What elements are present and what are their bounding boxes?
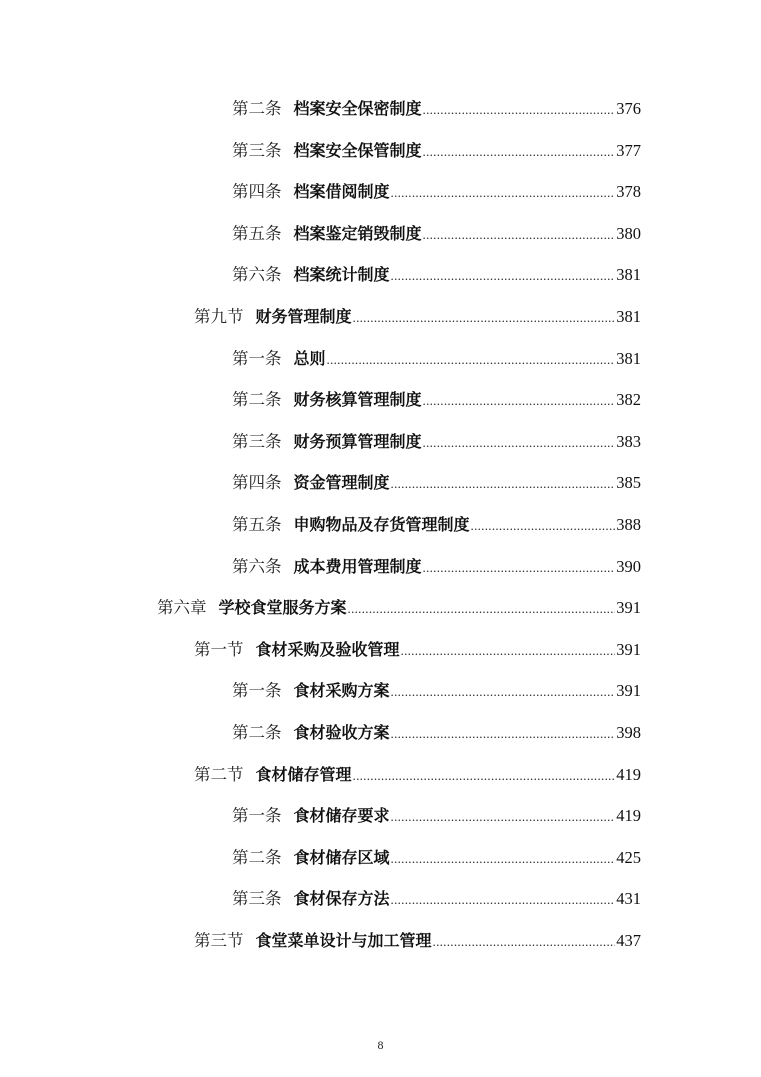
toc-entry-page: 391 xyxy=(616,639,641,659)
toc-dot-leader xyxy=(391,796,616,838)
toc-entry-title: 资金管理制度 xyxy=(293,473,390,493)
toc-entry[interactable] xyxy=(0,878,761,920)
toc-entry-title: 档案安全保管制度 xyxy=(293,140,422,160)
toc-entry-number: 第四条 xyxy=(232,473,282,493)
toc-entry-page: 390 xyxy=(616,556,641,576)
toc-entry[interactable] xyxy=(0,254,761,296)
toc-dot-leader xyxy=(423,89,616,131)
toc-dot-leader xyxy=(423,214,616,256)
toc-entry-line xyxy=(232,88,641,131)
toc-entry-number: 第二条 xyxy=(232,99,282,118)
toc-entry-page: 380 xyxy=(616,223,641,243)
toc-entry-line xyxy=(232,130,641,173)
toc-dot-leader xyxy=(327,339,616,381)
toc-entry-line xyxy=(232,379,641,422)
toc-dot-leader xyxy=(423,131,616,173)
toc-entry-title: 档案安全保密制度 xyxy=(293,99,422,118)
toc-entry-line xyxy=(232,837,641,880)
toc-entry-number: 第三节 xyxy=(194,930,244,950)
table-of-contents xyxy=(0,88,761,961)
toc-dot-leader xyxy=(391,172,616,214)
toc-entry-number: 第三条 xyxy=(232,140,282,160)
toc-entry-number: 第九节 xyxy=(194,306,244,326)
toc-entry-title: 财务管理制度 xyxy=(255,306,352,326)
toc-entry[interactable] xyxy=(0,546,761,588)
toc-entry-page: 437 xyxy=(616,930,641,950)
toc-entry-line xyxy=(194,754,641,797)
toc-entry-title: 食材验收方案 xyxy=(293,722,390,742)
toc-entry[interactable] xyxy=(0,920,761,962)
toc-entry-page: 419 xyxy=(616,764,641,784)
page-number: 8 xyxy=(377,1038,384,1052)
toc-entry-page: 381 xyxy=(616,265,641,285)
toc-entry-page: 398 xyxy=(616,722,641,742)
toc-entry-page: 377 xyxy=(616,140,641,160)
toc-entry-number: 第四条 xyxy=(232,182,282,202)
toc-dot-leader xyxy=(391,255,616,297)
toc-entry-number: 第五条 xyxy=(232,223,282,243)
toc-entry[interactable] xyxy=(0,837,761,879)
toc-entry-number: 第一条 xyxy=(232,806,282,826)
toc-dot-leader xyxy=(353,297,616,339)
toc-dot-leader xyxy=(391,838,616,880)
toc-entry-line xyxy=(232,670,641,713)
toc-entry-title: 成本费用管理制度 xyxy=(293,556,422,576)
toc-entry[interactable] xyxy=(0,754,761,796)
toc-entry[interactable] xyxy=(0,88,761,130)
toc-entry-line xyxy=(232,171,641,214)
toc-entry[interactable] xyxy=(0,421,761,463)
toc-entry[interactable] xyxy=(0,296,761,338)
toc-dot-leader xyxy=(391,671,616,713)
toc-entry-title: 食堂菜单设计与加工管理 xyxy=(255,930,432,950)
toc-dot-leader xyxy=(423,422,616,464)
toc-entry[interactable] xyxy=(0,462,761,504)
toc-entry-number: 第六条 xyxy=(232,265,282,285)
toc-entry-page: 391 xyxy=(616,598,641,618)
toc-entry-number: 第三条 xyxy=(232,431,282,451)
toc-entry-page: 385 xyxy=(616,473,641,493)
toc-dot-leader xyxy=(391,713,616,755)
toc-entry[interactable] xyxy=(0,504,761,546)
toc-entry-line xyxy=(157,587,641,630)
toc-entry-page: 419 xyxy=(616,806,641,826)
toc-entry-title: 食材储存管理 xyxy=(255,764,352,784)
toc-entry-line xyxy=(194,920,641,963)
toc-entry-title: 总则 xyxy=(293,348,326,368)
toc-entry-title: 财务核算管理制度 xyxy=(293,390,422,410)
toc-dot-leader xyxy=(433,921,616,963)
toc-entry-page: 388 xyxy=(616,514,641,534)
toc-entry-line xyxy=(232,504,641,547)
toc-entry-line xyxy=(232,712,641,755)
toc-entry-line xyxy=(232,462,641,505)
toc-entry-line xyxy=(232,213,641,256)
toc-dot-leader xyxy=(423,547,616,589)
toc-entry-number: 第一条 xyxy=(232,681,282,701)
toc-entry-title: 学校食堂服务方案 xyxy=(218,598,347,618)
toc-entry-page: 383 xyxy=(616,431,641,451)
toc-entry[interactable] xyxy=(0,670,761,712)
toc-dot-leader xyxy=(348,588,616,630)
toc-entry-number: 第一条 xyxy=(232,348,282,368)
toc-entry-title: 档案借阅制度 xyxy=(293,182,390,202)
toc-entry[interactable] xyxy=(0,213,761,255)
toc-entry-title: 食材采购及验收管理 xyxy=(255,639,400,659)
toc-entry-number: 第六章 xyxy=(157,598,207,618)
toc-entry-line xyxy=(232,546,641,589)
toc-entry[interactable] xyxy=(0,587,761,629)
toc-entry-page: 381 xyxy=(616,306,641,326)
toc-entry-number: 第二节 xyxy=(194,764,244,784)
toc-entry[interactable] xyxy=(0,171,761,213)
toc-entry-page: 425 xyxy=(616,847,641,867)
toc-entry[interactable] xyxy=(0,712,761,754)
toc-entry-line xyxy=(194,629,641,672)
toc-entry-line xyxy=(194,296,641,339)
toc-entry[interactable] xyxy=(0,795,761,837)
toc-entry-number: 第五条 xyxy=(232,514,282,534)
toc-entry-number: 第六条 xyxy=(232,556,282,576)
toc-entry-line xyxy=(232,795,641,838)
toc-entry-page: 382 xyxy=(616,390,641,410)
toc-dot-leader xyxy=(353,755,616,797)
toc-entry-title: 食材采购方案 xyxy=(293,681,390,701)
toc-entry-number: 第二条 xyxy=(232,722,282,742)
toc-entry-title: 食材储存区域 xyxy=(293,847,390,867)
toc-entry-line xyxy=(232,421,641,464)
toc-entry[interactable] xyxy=(0,379,761,421)
toc-entry-title: 食材储存要求 xyxy=(293,806,390,826)
toc-entry-title: 档案鉴定销毁制度 xyxy=(293,223,422,243)
toc-entry-line xyxy=(232,878,641,921)
toc-entry-page: 391 xyxy=(616,681,641,701)
toc-entry-line xyxy=(232,338,641,381)
toc-dot-leader xyxy=(423,380,616,422)
toc-entry-page: 381 xyxy=(616,348,641,368)
toc-dot-leader xyxy=(401,630,616,672)
toc-entry-line xyxy=(232,254,641,297)
toc-entry-number: 第一节 xyxy=(194,639,244,659)
toc-entry-page: 378 xyxy=(616,182,641,202)
toc-entry[interactable] xyxy=(0,130,761,172)
toc-dot-leader xyxy=(471,505,616,547)
toc-entry[interactable] xyxy=(0,629,761,671)
toc-entry-page: 376 xyxy=(616,99,641,118)
toc-entry-title: 档案统计制度 xyxy=(293,265,390,285)
toc-entry-number: 第三条 xyxy=(232,889,282,909)
toc-entry-title: 申购物品及存货管理制度 xyxy=(293,514,470,534)
toc-dot-leader xyxy=(391,463,616,505)
toc-entry[interactable] xyxy=(0,338,761,380)
toc-entry-title: 财务预算管理制度 xyxy=(293,431,422,451)
toc-dot-leader xyxy=(391,879,616,921)
toc-entry-number: 第二条 xyxy=(232,390,282,410)
toc-entry-title: 食材保存方法 xyxy=(293,889,390,909)
toc-entry-number: 第二条 xyxy=(232,847,282,867)
toc-entry-page: 431 xyxy=(616,889,641,909)
